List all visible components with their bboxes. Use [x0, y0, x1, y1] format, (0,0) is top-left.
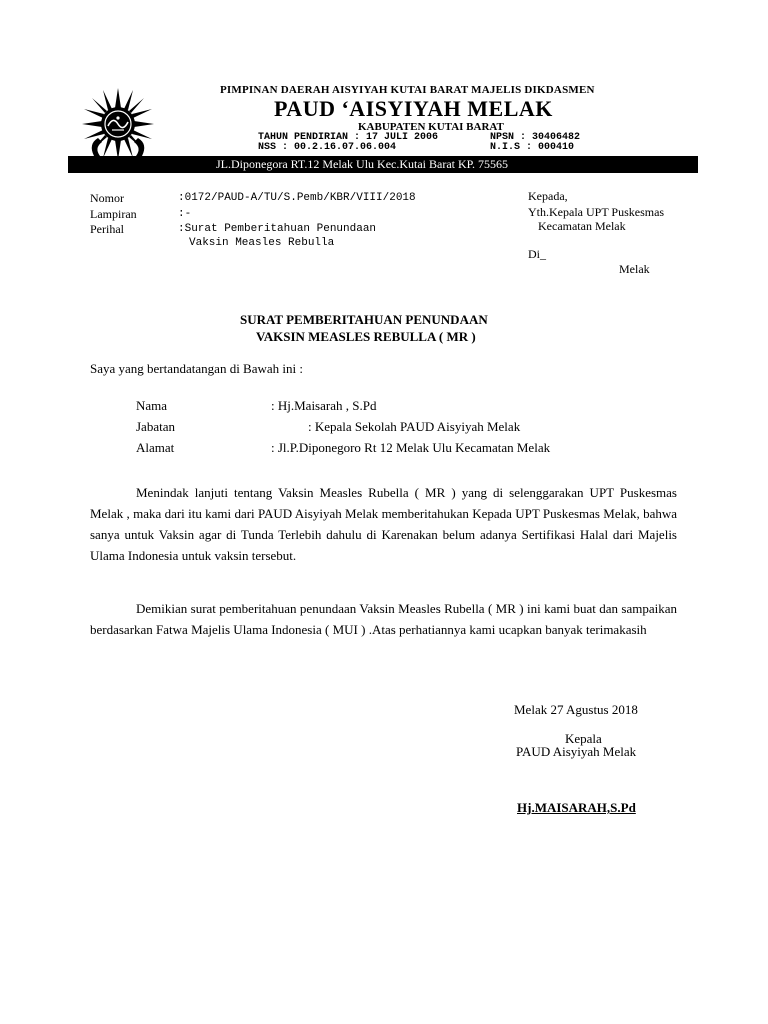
jabatan-label: Jabatan	[136, 419, 175, 434]
muhammadiyah-sun-logo-icon	[80, 86, 156, 162]
letter-title-line1: SURAT PEMBERITAHUAN PENUNDAAN	[240, 312, 488, 327]
lampiran-label: Lampiran	[90, 207, 137, 221]
recipient-kepada: Kepada,	[528, 189, 568, 203]
nama-label: Nama	[136, 398, 168, 413]
npsn-number: NPSN : 30406482	[490, 132, 581, 143]
founding-year: TAHUN PENDIRIAN : 17 JULI 2006	[258, 132, 439, 143]
lampiran-value: :-	[178, 208, 192, 220]
nss-number: NSS : 00.2.16.07.06.004	[258, 142, 397, 153]
perihal-value-line1: :Surat Pemberitahuan Penundaan	[178, 223, 377, 235]
perihal-value-line2: Vaksin Measles Rebulla	[189, 237, 335, 249]
alamat-value: : Jl.P.Diponegoro Rt 12 Melak Ulu Kecamatan Melak	[271, 440, 551, 455]
signatory-name: Hj.MAISARAH,S.Pd	[517, 800, 636, 815]
nomor-label: Nomor	[90, 191, 124, 205]
signature-role: Kepala	[565, 731, 602, 746]
body-paragraph-1: Menindak lanjuti tentang Vaksin Measles Rubella ( MR ) yang di selenggarakan UPT Puskesmas Melak , maka dari itu kami dari PAUD Aisyiyah Melak memberitahukan Kepada UPT Puskesmas Melak, bahwa sanya untuk Vaksin agar di Tunda Terlebih dahulu di Karenakan belum adanya Sertifikasi Halal dari Majelis Ulama Indonesia untuk vaksin tersebut.	[90, 485, 677, 563]
alamat-label: Alamat	[136, 440, 175, 455]
signature-organization: PAUD Aisyiyah Melak	[516, 744, 637, 759]
recipient-yth: Yth.Kepala UPT Puskesmas	[528, 205, 665, 219]
recipient-city: Melak	[619, 262, 650, 276]
recipient-kecamatan: Kecamatan Melak	[538, 219, 626, 233]
letter-title-line2: VAKSIN MEASLES REBULLA ( MR )	[256, 329, 476, 344]
school-name: PAUD ‘AISYIYAH MELAK	[274, 96, 553, 121]
recipient-di: Di_	[528, 247, 546, 261]
signature-date: Melak 27 Agustus 2018	[514, 702, 638, 717]
jabatan-value: : Kepala Sekolah PAUD Aisyiyah Melak	[308, 419, 521, 434]
perihal-label: Perihal	[90, 222, 124, 236]
nama-value: : Hj.Maisarah , S.Pd	[271, 398, 377, 413]
regency-name: KABUPATEN KUTAI BARAT	[358, 121, 504, 133]
body-paragraph-2: Demikian surat pemberitahuan penundaan Vaksin Measles Rubella ( MR ) ini kami buat dan sampaikan berdasarkan Fatwa Majelis Ulama Indonesia ( MUI ) .Atas perhatiannya kami ucapkan banyak terimakasih	[90, 601, 677, 637]
address-text: JL.Diponegora RT.12 Melak Ulu Kec.Kutai Barat KP. 75565	[216, 157, 509, 171]
nis-number: N.I.S : 000410	[490, 142, 575, 153]
organization-line: PIMPINAN DAERAH AISYIYAH KUTAI BARAT MAJELIS DIKDASMEN	[220, 84, 595, 96]
nomor-value: :0172/PAUD-A/TU/S.Pemb/KBR/VIII/2018	[178, 192, 416, 204]
intro-text: Saya yang bertandatangan di Bawah ini :	[90, 361, 303, 376]
